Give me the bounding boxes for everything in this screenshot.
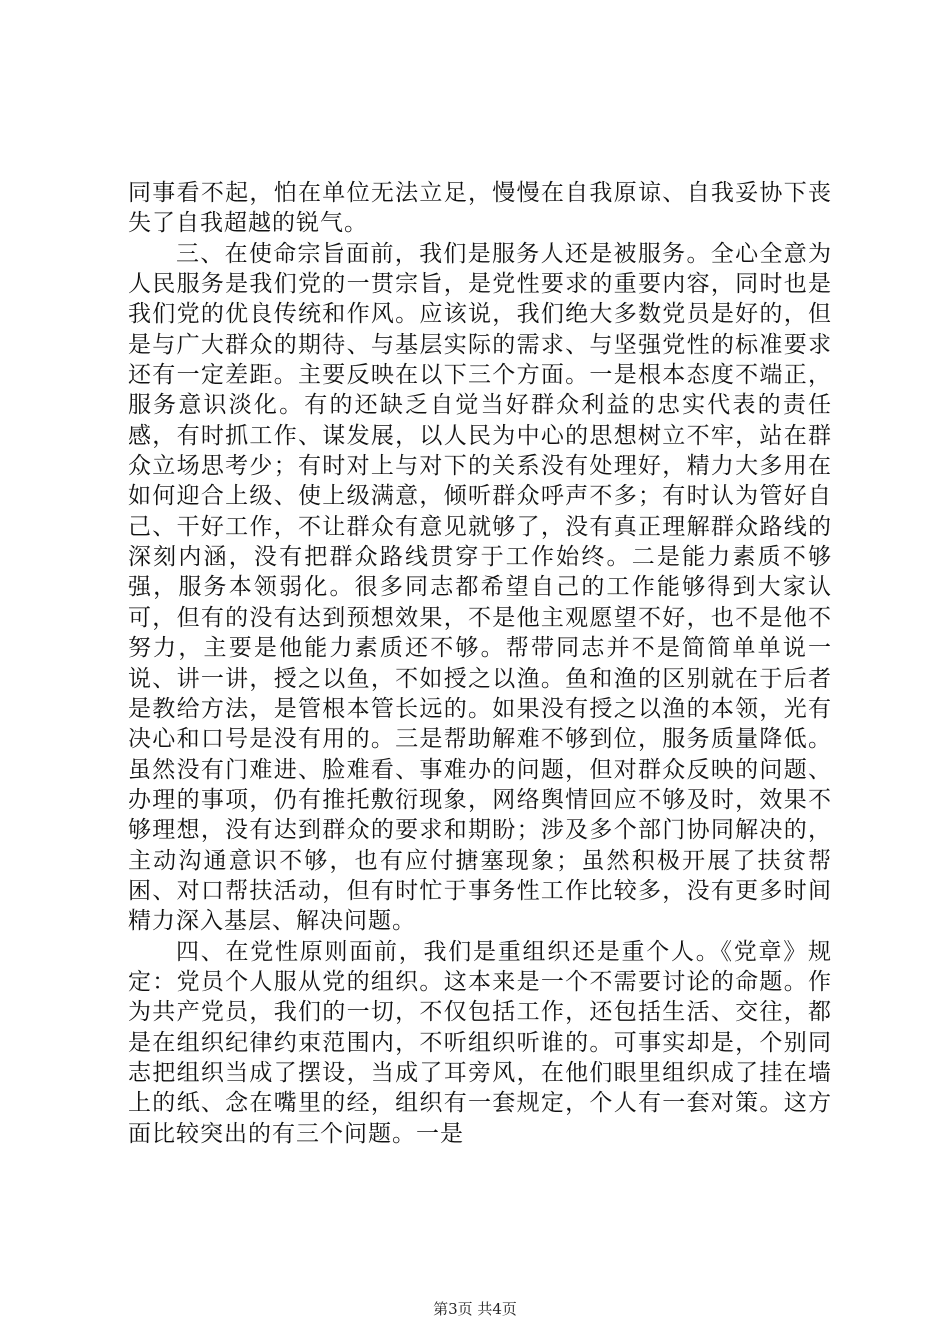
paragraph-3: 四、在党性原则面前，我们是重组织还是重个人。《党章》规定：党员个人服从党的组织。这本来是一个不需要讨论的命题。作为共产党员，我们的一切，不仅包括工作，还包括生活、交往，都是在组织纪律约束范围内，不听组织听谁的。可事实却是，个别同志把组织当成了摆设，当成了耳旁风，在他们眼里组织成了挂在墙上的纸、念在嘴里的经，组织有一套规定，个人有一套对策。这方面比较突出的有三个问题。一是 [128,938,832,1147]
paragraph-2: 三、在使命宗旨面前，我们是服务人还是被服务。全心全意为人民服务是我们党的一贯宗旨，是党性要求的重要内容，同时也是我们党的优良传统和作风。应该说，我们绝大多数党员是好的，但是与广大群众的期待、与基层实际的需求、与坚强党性的标准要求还有一定差距。主要反映在以下三个方面。一是根本态度不端正，服务意识淡化。有的还缺乏自觉当好群众利益的忠实代表的责任感，有时抓工作、谋发展，以人民为中心的思想树立不牢，站在群众立场思考少；有时对上与对下的关系没有处理好，精力大多用在如何迎合上级、使上级满意，倾听群众呼声不多；有时认为管好自己、干好工作，不让群众有意见就够了，没有真正理解群众路线的深刻内涵，没有把群众路线贯穿于工作始终。二是能力素质不够强，服务本领弱化。很多同志都希望自己的工作能够得到大家认可，但有的没有达到预想效果，不是他主观愿望不好，也不是他不努力，主要是他能力素质还不够。帮带同志并不是简简单单说一说、讲一讲，授之以鱼，不如授之以渔。鱼和渔的区别就在于后者是教给方法，是管根本管长远的。如果没有授之以渔的本领，光有决心和口号是没有用的。三是帮助解难不够到位，服务质量降低。虽然没有门难进、脸难看、事难办的问题，但对群众反映的问题、办理的事项，仍有推托敷衍现象，网络舆情回应不够及时，效果不够理想，没有达到群众的要求和期盼；涉及多个部门协同解决的，主动沟通意识不够，也有应付搪塞现象；虽然积极开展了扶贫帮困、对口帮扶活动，但有时忙于事务性工作比较多，没有更多时间精力深入基层、解决问题。 [128,240,832,935]
page-footer: 第3页 共4页 [433,1300,517,1318]
document-body [128,178,832,1149]
paragraph-1: 同事看不起，怕在单位无法立足，慢慢在自我原谅、自我妥协下丧失了自我超越的锐气。 [128,180,832,237]
